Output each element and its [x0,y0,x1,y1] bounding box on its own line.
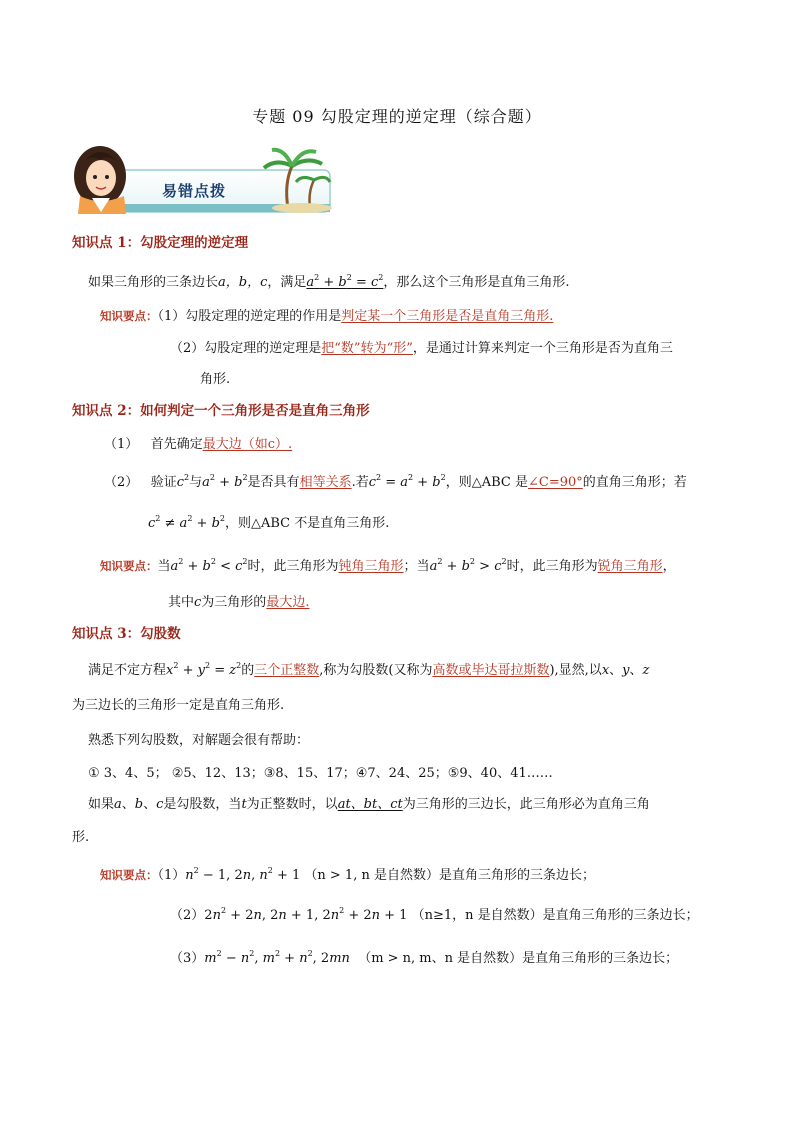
k3-paragraph-2: 熟悉下列勾股数，对解题会很有帮助： [88,733,310,748]
k3-paragraph-1: 满足不定方程$x^2 + y^2 = z^2$的三个正整数,称为勾股数(又称为高数或毕达哥拉斯数),显然,以x、y、z [88,661,650,678]
k3-paragraph-1-cont: 为三边长的三角形一定是直角三角形. [72,698,285,713]
k1-note-1: 知识要点：（1）勾股定理的逆定理的作用是判定某一个三角形是否是直角三角形. [100,309,554,324]
k2-step-2: （2） 验证$c^2$与$a^2 + b^2$是否具有相等关系.若$c^2 = a^2 + b^2$，则△ABC 是∠C=90°的直角三角形；若 [104,473,687,490]
k3-paragraph-4: 如果a、b、c是勾股数，当t为正整数时，以at、bt、ct为三角形的三边长，此三角形必为直角三角 [88,797,650,812]
k3-formula-3: $(3)m^2 - n^2$, $m^2 + n^2$, 2mn （m > n, m、n 是自然数）是直角三角形的三条边长； [170,949,679,966]
page-title: 专题 09 勾股定理的逆定理（综合题） [252,107,542,126]
k1-note-2: （2）勾股定理的逆定理是把“数”转为“形”，是通过计算来判定一个三角形是否为直角三 [170,341,673,356]
k2-step-1: （1） 首先确定最大边（如c）. [104,437,293,452]
k3-formula-1: 知识要点：$(1)n^2 - 1$, 2n, $n^2 + 1$ （n > 1, n 是自然数）是直角三角形的三条边长； [100,866,595,883]
k3-paragraph-4-cont: 形. [72,830,90,845]
section-banner [70,140,332,216]
k3-triples-list: ① 3、4、5； ②5、12、13；③8、15、17；④7、24、25；⑤9、40、41…… [88,766,553,781]
k1-heading: 知识点 1：勾股定理的逆定理 [72,235,249,251]
pythagorean-equation: $a^2 + b^2 = c^2$ [306,273,384,290]
k3-formula-2: $(2)2n^2 + 2n$, 2n + 1, $2n^2 + 2n + 1$ （n≥1，n 是自然数）是直角三角形的三条边长； [170,906,699,923]
k2-note-cont: 其中c为三角形的最大边. [168,595,310,610]
k2-step-2-cont: $c^2 \ne a^2 + b^2$，则△ABC 不是直角三角形. [148,514,390,531]
k1-note-2-cont: 角形. [200,372,231,387]
k2-note: 知识要点：当$a^2 + b^2 < c^2$时，此三角形为钝角三角形；当$a^2 + b^2 > c^2$时，此三角形为锐角三角形， [100,557,676,574]
banner-illustration [70,140,332,216]
banner-label: 易错点拨 [162,182,227,200]
k1-paragraph: 如果三角形的三条边长a，b，c，满足$a^2 + b^2 = c^2$，那么这个三角形是直角三角形. [88,273,570,290]
k2-heading: 知识点 2：如何判定一个三角形是否是直角三角形 [72,403,370,419]
k3-heading: 知识点 3：勾股数 [72,626,181,642]
